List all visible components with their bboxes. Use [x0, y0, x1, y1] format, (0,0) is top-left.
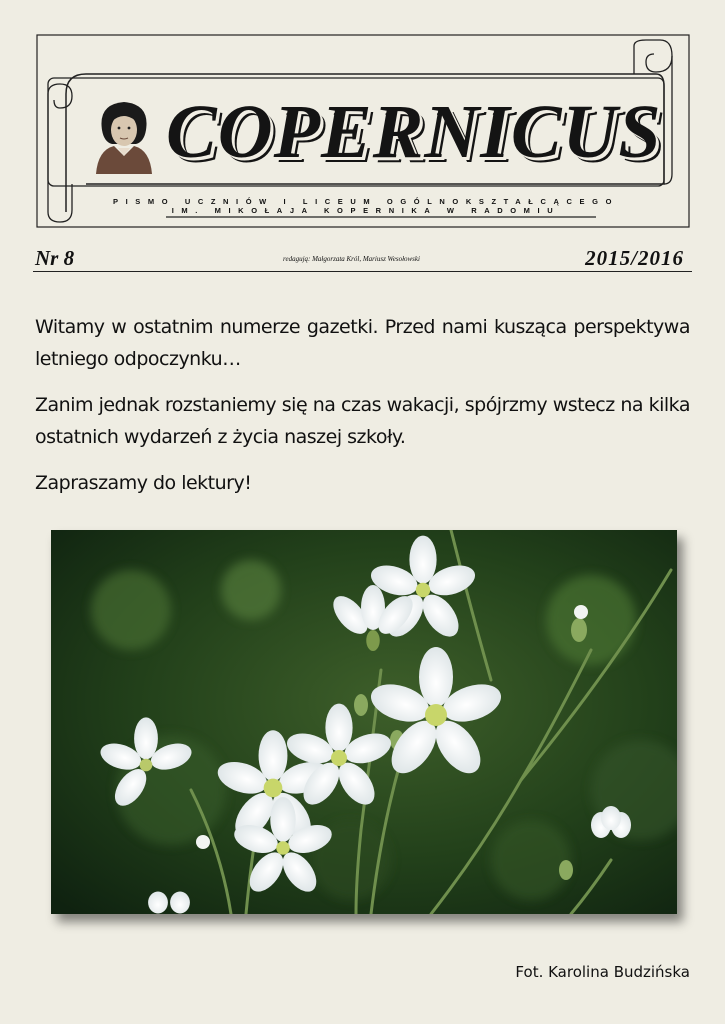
white-flowers-photo — [51, 530, 677, 914]
editors-line: redagują: Małgorzata Król, Mariusz Wesołowski — [283, 255, 420, 263]
header-divider — [33, 271, 692, 272]
photo-credit: Fot. Karolina Budzińska — [515, 963, 690, 981]
intro-article — [35, 311, 690, 513]
school-year: 2015/2016 — [585, 246, 684, 270]
masthead-subtitle-line1: PISMO UCZNIÓW I LICEUM OGÓLNOKSZTAŁCĄCEGO — [112, 197, 620, 206]
intro-paragraph-2: Zanim jednak rozstaniemy się na czas wakacji, spójrzmy wstecz na kilka ostatnich wydarzeń z życia naszej szkoły. — [35, 394, 690, 448]
issue-number: Nr 8 — [35, 246, 75, 270]
flowers-image — [51, 530, 677, 914]
copernicus-portrait-icon — [92, 96, 156, 174]
intro-paragraph-1: Witamy w ostatnim numerze gazetki. Przed nami kusząca perspektywa letniego odpoczynku… — [35, 316, 690, 370]
masthead-subtitle-line2: IM. MIKOŁAJA KOPERNIKA W RADOMIU — [171, 206, 561, 215]
newspaper-title: COPERNICUS — [166, 90, 662, 174]
issue-bar — [33, 246, 692, 272]
intro-paragraph-3: Zapraszamy do lektury! — [35, 472, 252, 494]
